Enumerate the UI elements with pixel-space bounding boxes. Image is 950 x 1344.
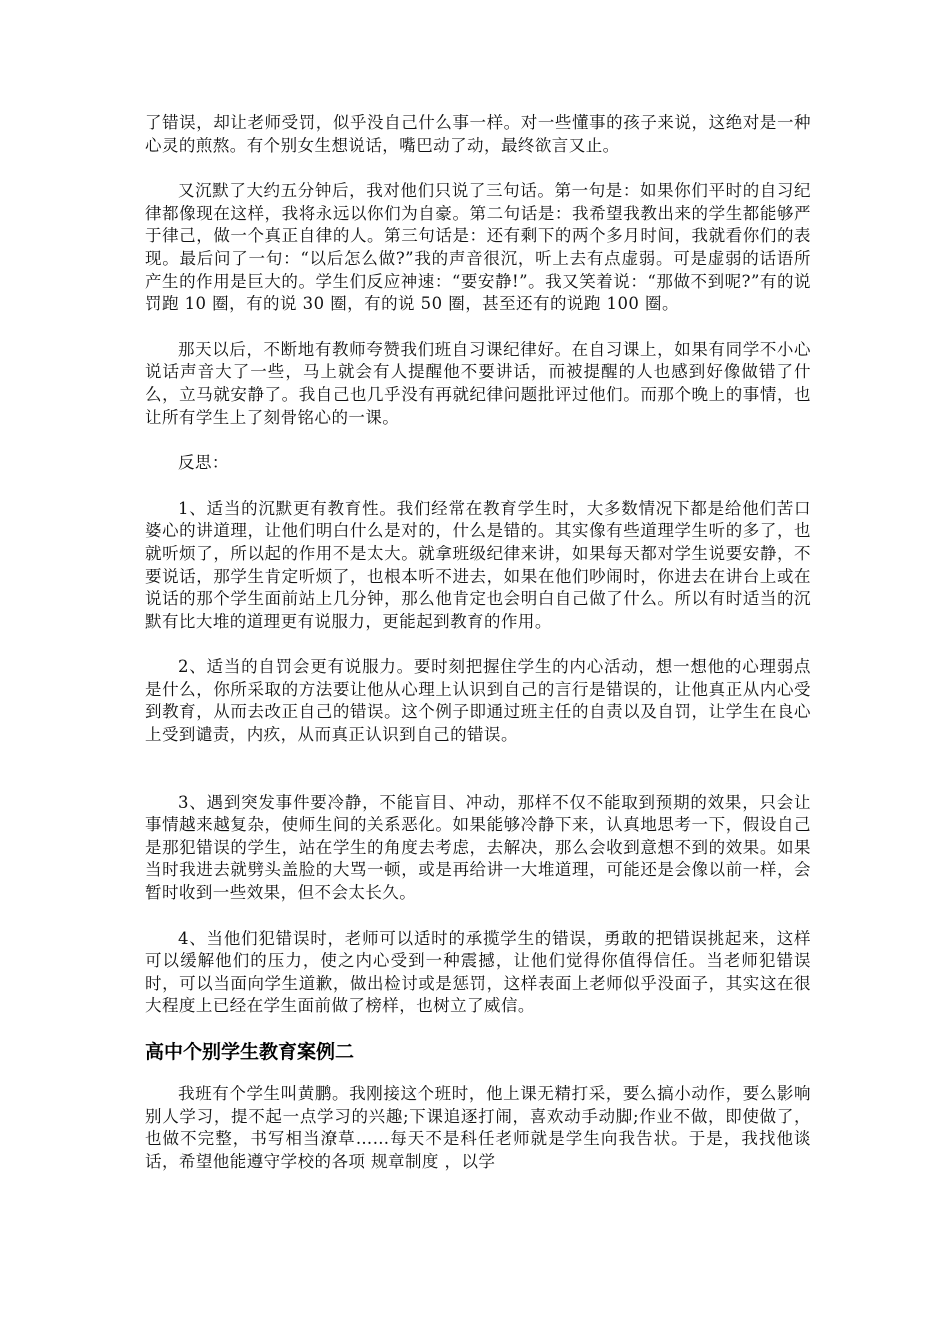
paragraph-spacer	[145, 633, 811, 656]
paragraph-spacer	[145, 429, 811, 452]
section-label-reflection: 反思：	[178, 453, 229, 473]
paragraph-point-3: 3、遇到突发事件要冷静，不能盲目、冲动，那样不仅不能取到预期的效果，只会让事情越来越复杂，使师生间的关系恶化。如果能够冷静下来，认真地思考一下，假设自己是那犯错误的学生，站在学生的角度去考虑，去解决，那么会收到意想不到的效果。如果当时我进去就劈头盖脸的大骂一顿，或是再给讲一大堆道理，可能还是会像以前一样，会暂时收到一些效果，但不会太长久。	[145, 792, 811, 903]
paragraph-point-1: 1、适当的沉默更有教育性。我们经常在教育学生时，大多数情况下都是给他们苦口婆心的讲道理，让他们明白什么是对的，什么是错的。其实像有些道理学生听的多了，也就听烦了，所以起的作用不是太大。就拿班级纪律来讲，如果每天都对学生说要安静，不要说话，那学生肯定听烦了，也根本听不进去，如果在他们吵闹时，你进去在讲台上或在说话的那个学生面前站上几分钟，那么他肯定也会明白自己做了什么。所以有时适当的沉默有比大堆的道理更有说服力，更能起到教育的作用。	[145, 498, 811, 631]
paragraph: 又沉默了大约五分钟后，我对他们只说了三句话。第一句是：如果你们平时的自习纪律都像现在这样，我将永远以你们为自豪。第二句话是：我希望我教出来的学生都能够严于律己，做一个真正自律的人。第三句话是：还有剩下的两个多月时间，我就看你们的表现。最后问了一句：“以后怎么做?”我的声音很沉，听上去有点虚弱。可是虚弱的话语所产生的作用是巨大的。学生们反应神速：“要安静!”。我又笑着说：“那做不到呢?”有的说罚跑 10 圈，有的说 30 圈，有的说 50 圈，甚至还有的说跑 100 圈。	[145, 181, 811, 314]
paragraph: 我班有个学生叫黄鹏。我刚接这个班时，他上课无精打采，要么搞小动作，要么影响别人学习，提不起一点学习的兴趣;下课追逐打闹，喜欢动手动脚;作业不做，即使做了，也做不完整，书写相当潦草……每天不是科任老师就是学生向我告状。于是，我找他谈话，希望他能遵守学校的各项 规章制度 ，以学	[145, 1084, 811, 1171]
paragraph-spacer	[145, 475, 811, 498]
paragraph-spacer	[145, 316, 811, 339]
paragraph-spacer	[145, 157, 811, 180]
paragraph-spacer	[145, 1066, 811, 1083]
paragraph: 那天以后，不断地有教师夸赞我们班自习课纪律好。在自习课上，如果有同学不小心说话声音大了一些，马上就会有人提醒他不要讲话，而被提醒的人也感到好像做错了什么，立马就安静了。我自己也几乎没有再就纪律问题批评过他们。而那个晚上的事情，也让所有学生上了刻骨铭心的一课。	[145, 339, 811, 427]
section-heading: 高中个别学生教育案例二	[145, 1041, 355, 1063]
document-body	[145, 112, 811, 1173]
paragraph-point-4: 4、当他们犯错误时，老师可以适时的承揽学生的错误，勇敢的把错误挑起来，这样可以缓解他们的压力，使之内心受到一种震撼，让他们觉得你值得信任。当老师犯错误时，可以当面向学生道歉，做出检讨或是惩罚，这样表面上老师似乎没面子，其实这在很大程度上已经在学生面前做了榜样，也树立了威信。	[145, 928, 811, 1016]
paragraph-point-2: 2、适当的自罚会更有说服力。要时刻把握住学生的内心活动，想一想他的心理弱点是什么，你所采取的方法要让他从心理上认识到自己的言行是错误的，让他真正从内心受到教育，从而去改正自己的错误。这个例子即通过班主任的自责以及自罚，让学生在良心上受到谴责，内疚，从而真正认识到自己的错误。	[145, 657, 811, 745]
paragraph-spacer	[145, 747, 811, 792]
paragraph: 了错误，却让老师受罚，似乎没自己什么事一样。对一些懂事的孩子来说，这绝对是一种心灵的煎熬。有个别女生想说话，嘴巴动了动，最终欲言又止。	[145, 113, 811, 155]
paragraph-spacer	[145, 905, 811, 928]
paragraph-spacer	[145, 1018, 811, 1038]
